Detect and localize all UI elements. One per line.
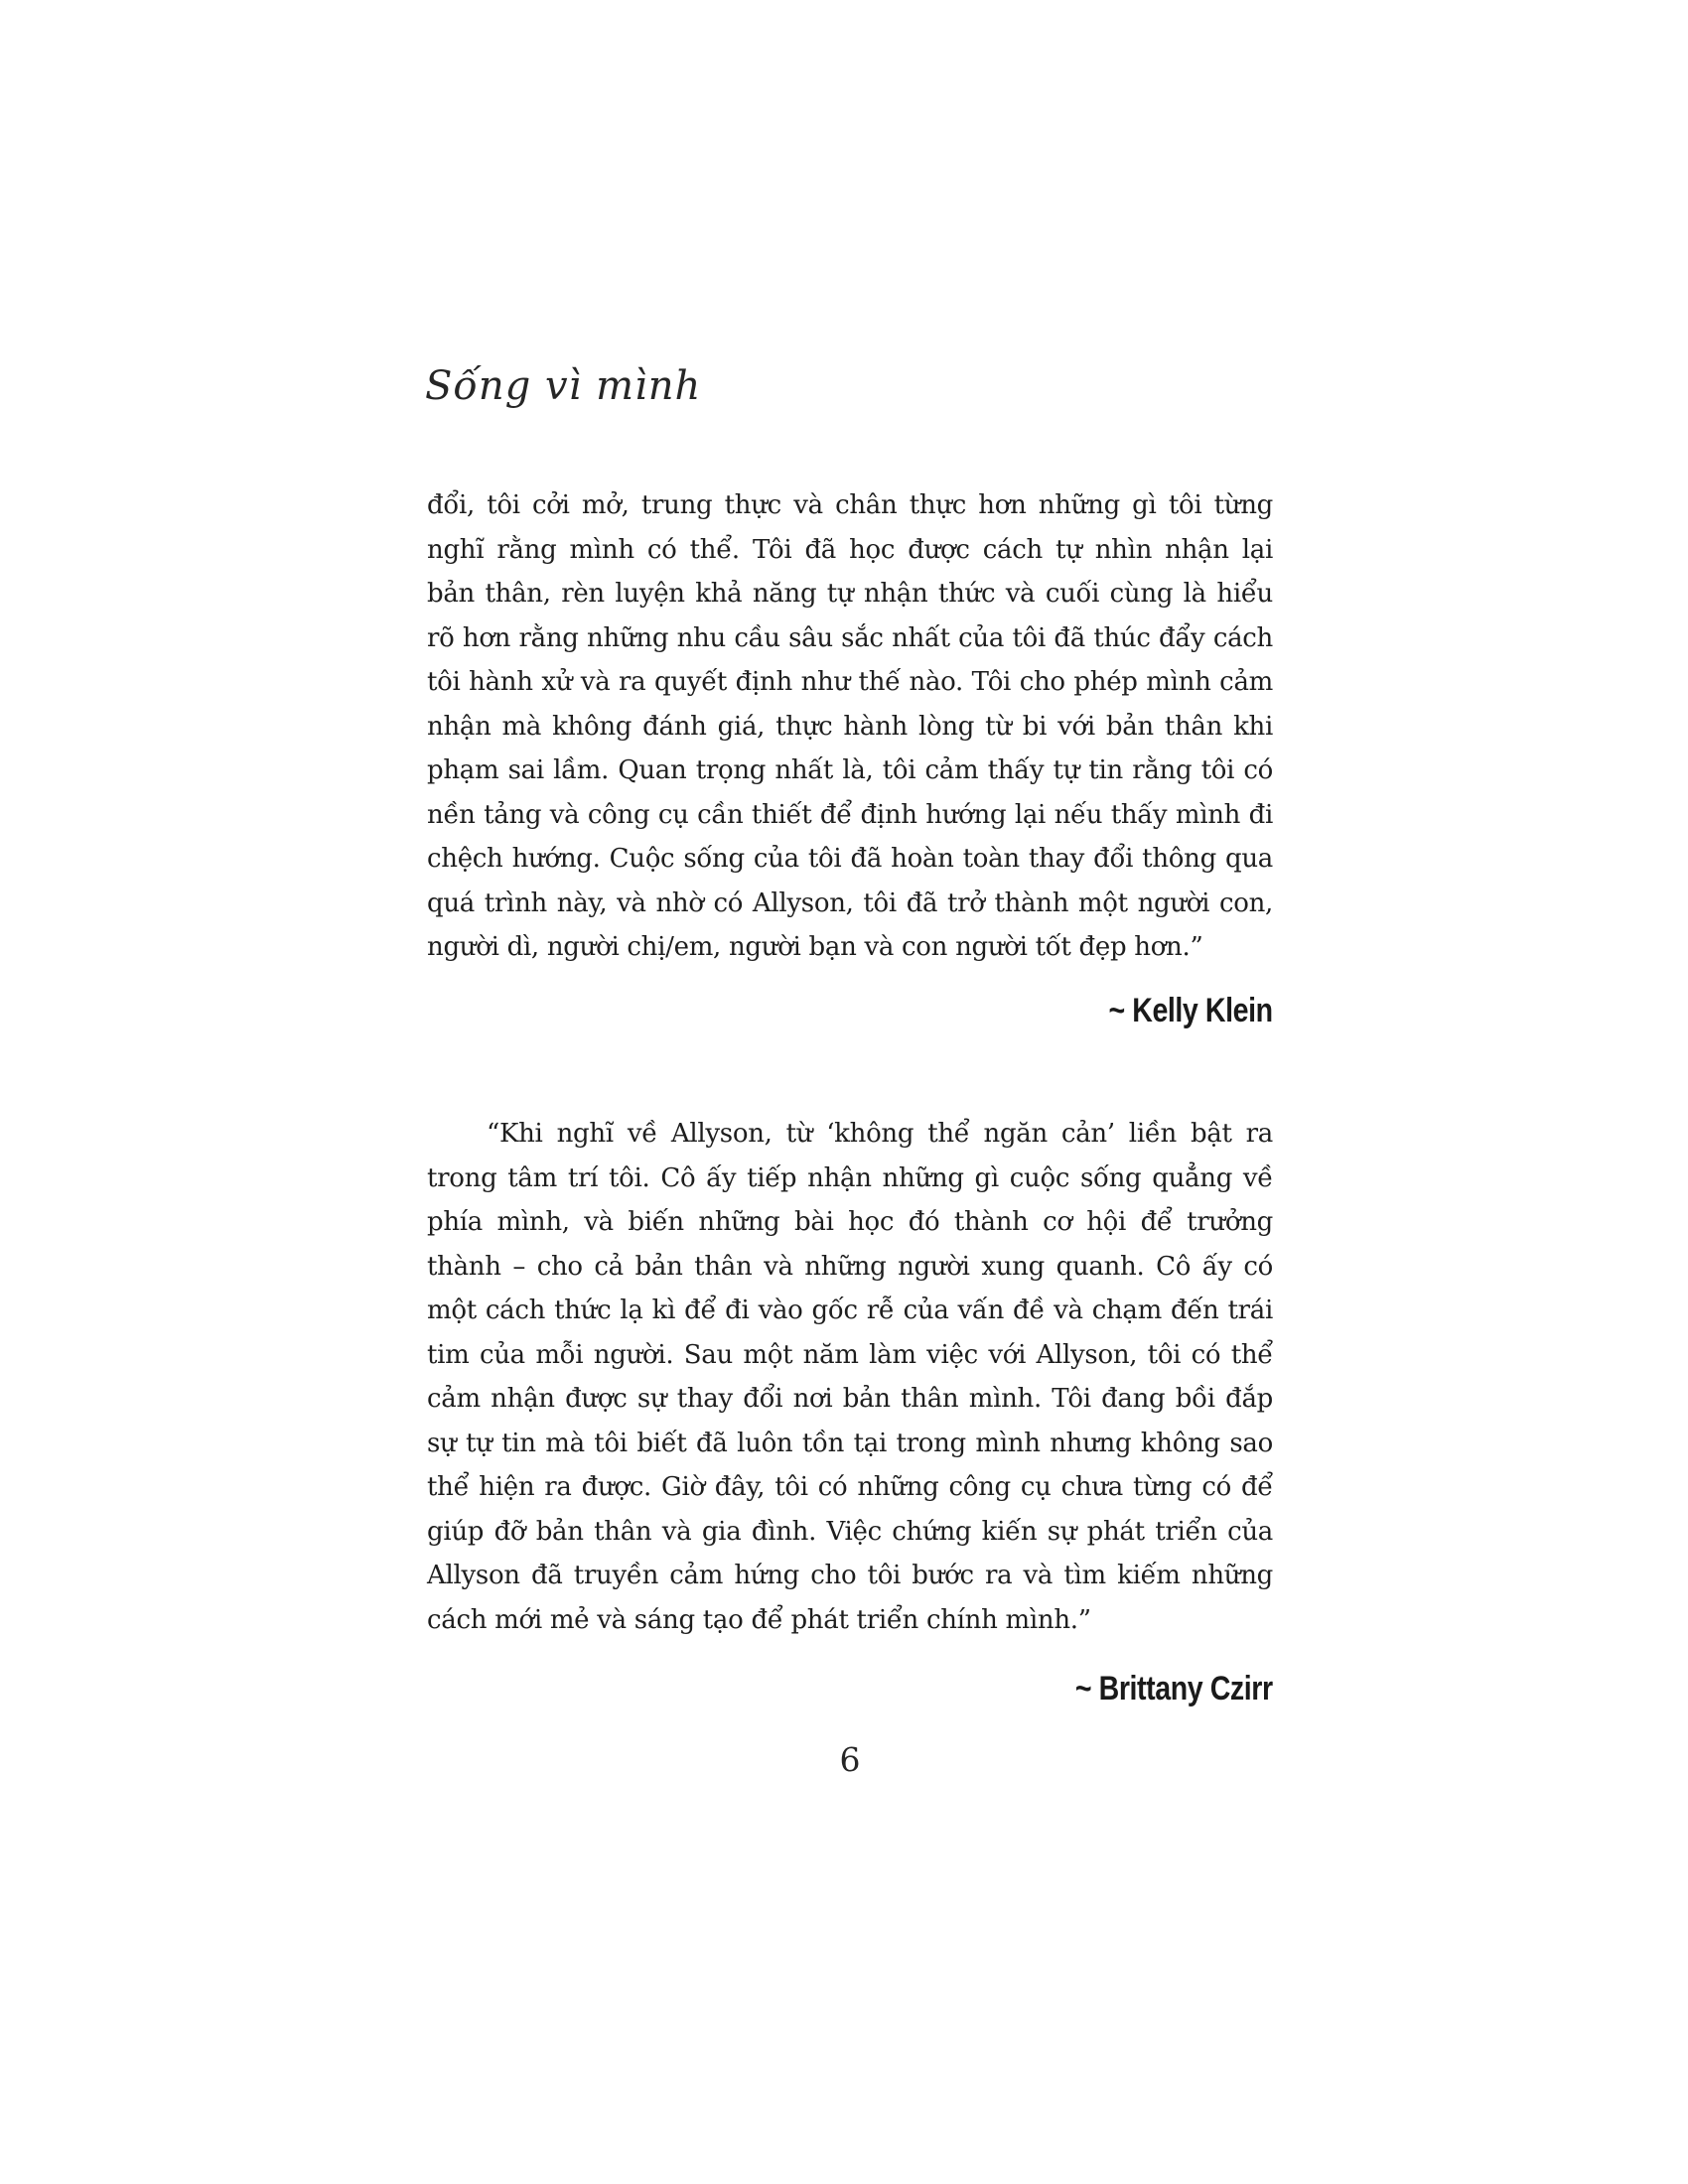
body-text-line: phạm sai lầm. Quan trọng nhất là, tôi cảm thấy tự tin rằng tôi có: [427, 755, 1273, 785]
body-text-line: giúp đỡ bản thân và gia đình. Việc chứng kiến sự phát triển của: [427, 1516, 1273, 1547]
body-text-line: quá trình này, và nhờ có Allyson, tôi đã trở thành một người con,: [427, 887, 1273, 918]
body-text-line: rõ hơn rằng những nhu cầu sâu sắc nhất của tôi đã thúc đẩy cách: [427, 622, 1273, 653]
body-text-line: người dì, người chị/em, người bạn và con người tốt đẹp hơn.”: [427, 932, 1203, 962]
body-text-line: nghĩ rằng mình có thể. Tôi đã học được cách tự nhìn nhận lại: [427, 534, 1273, 565]
attribution-kelly-klein: [427, 993, 1273, 1028]
body-text-line: nền tảng và công cụ cần thiết để định hướng lại nếu thấy mình đi: [427, 799, 1273, 830]
attribution-brittany-czirr-text: ~ Brittany Czirr: [1075, 1670, 1273, 1707]
page-number: 6: [839, 1740, 861, 1779]
body-text-line: sự tự tin mà tôi biết đã luôn tồn tại trong mình nhưng không sao: [427, 1428, 1273, 1458]
body-text-line: bản thân, rèn luyện khả năng tự nhận thức và cuối cùng là hiểu: [427, 579, 1273, 609]
testimonial-kelly-paragraph: [427, 483, 1273, 970]
body-text-line: một cách thức lạ kì để đi vào gốc rễ của vấn đề và chạm đến trái: [427, 1296, 1273, 1325]
body-text-line: đổi, tôi cởi mở, trung thực và chân thực hơn những gì tôi từng: [427, 490, 1273, 520]
body-text-line: thành – cho cả bản thân và những người xung quanh. Cô ấy có: [427, 1251, 1273, 1282]
body-text-line: tim của mỗi người. Sau một năm làm việc với Allyson, tôi có thể: [427, 1339, 1273, 1370]
attribution-kelly-klein-text: ~ Kelly Klein: [1108, 992, 1273, 1029]
body-text-line: cảm nhận được sự thay đổi nơi bản thân mình. Tôi đang bồi đắp: [427, 1384, 1273, 1414]
body-text-line: chệch hướng. Cuộc sống của tôi đã hoàn toàn thay đổi thông qua: [427, 844, 1273, 874]
body-text-line: phía mình, và biến những bài học đó thành cơ hội để trưởng: [427, 1207, 1273, 1237]
body-text-line: trong tâm trí tôi. Cô ấy tiếp nhận những gì cuộc sống quẳng về: [427, 1162, 1273, 1193]
body-text-line: Allyson đã truyền cảm hứng cho tôi bước ra và tìm kiếm những: [427, 1561, 1273, 1590]
body-text-line: tôi hành xử và ra quyết định như thế nào. Tôi cho phép mình cảm: [427, 667, 1273, 697]
attribution-brittany-czirr: [427, 1671, 1273, 1706]
body-text-line: “Khi nghĩ về Allyson, từ ‘không thể ngăn cản’ liền bật ra: [487, 1119, 1273, 1149]
body-text-line: nhận mà không đánh giá, thực hành lòng từ bi với bản thân khi: [427, 711, 1273, 742]
testimonial-brittany-paragraph: [427, 1112, 1273, 1642]
running-header: Sống vì mình: [425, 363, 702, 409]
body-text-line: thể hiện ra được. Giờ đây, tôi có những công cụ chưa từng có để: [427, 1472, 1273, 1502]
body-text-line: cách mới mẻ và sáng tạo để phát triển chính mình.”: [427, 1604, 1091, 1635]
